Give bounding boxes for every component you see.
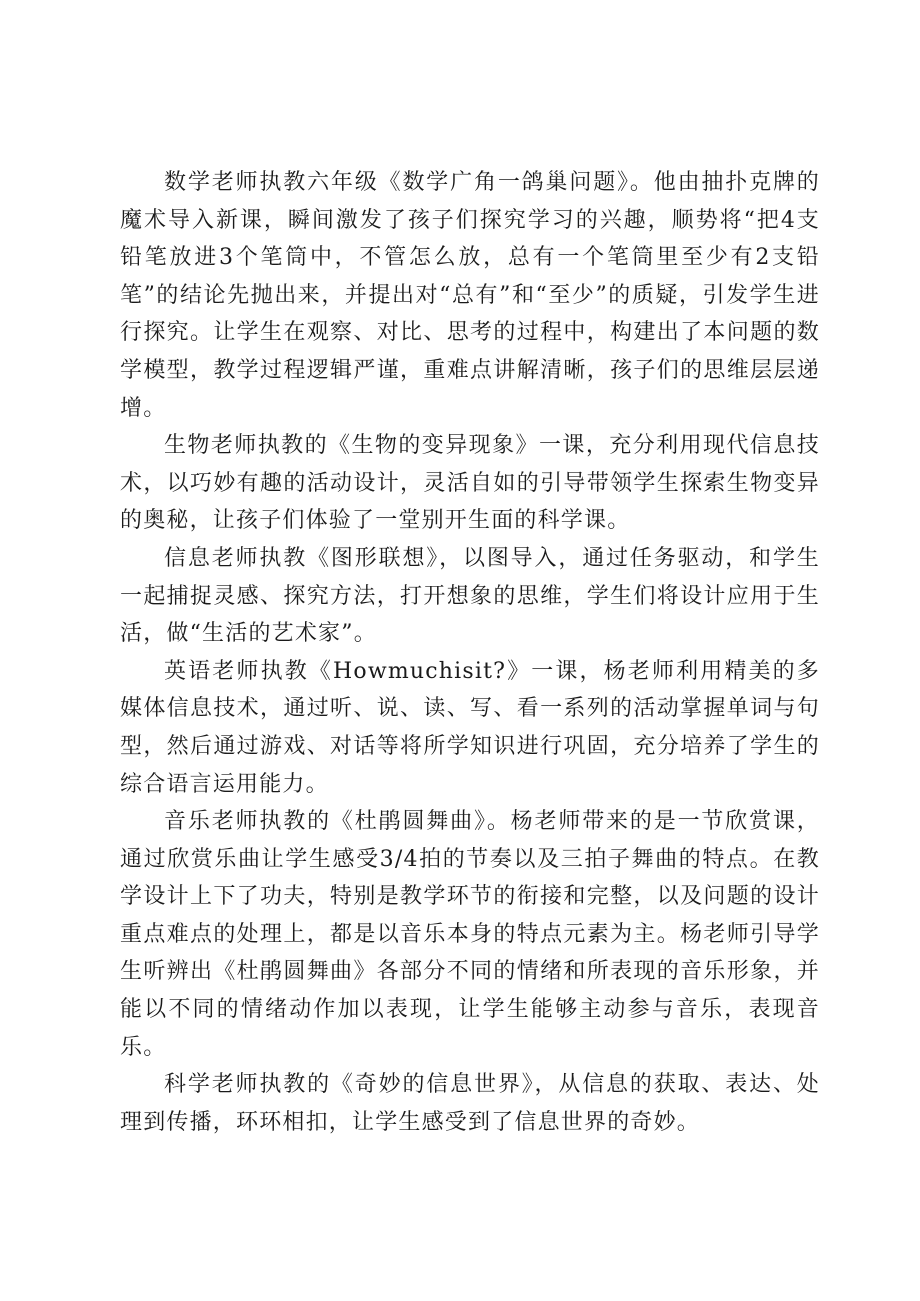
paragraph-music-lesson: 音乐老师执教的《杜鹃圆舞曲》。杨老师带来的是一节欣赏课，通过欣赏乐曲让学生感受3/4拍的节奏以及三拍子舞曲的特点。在教学设计上下了功夫，特别是教学环节的衔接和完整，以及问题的设计重点难点的处理上，都是以音乐本身的特点元素为主。杨老师引导学生听辨出《杜鹃圆舞曲》各部分不同的情绪和所表现的音乐形象，并能以不同的情绪动作加以表现，让学生能够主动参与音乐，表现音乐。	[120, 809, 820, 1060]
paragraph-information-lesson: 信息老师执教《图形联想》，以图导入，通过任务驱动，和学生一起捕捉灵感、探究方法，打开想象的思维，学生们将设计应用于生活，做“生活的艺术家”。	[120, 545, 820, 647]
document-body	[120, 164, 820, 1141]
paragraph-english-lesson: 英语老师执教《Howmuchisit?》一课，杨老师利用精美的多媒体信息技术，通过听、说、读、写、看一系列的活动掌握单词与句型，然后通过游戏、对话等将所学知识进行巩固，充分培养了学生的综合语言运用能力。	[120, 658, 820, 797]
paragraph-biology-lesson: 生物老师执教的《生物的变异现象》一课，充分利用现代信息技术，以巧妙有趣的活动设计，灵活自如的引导带领学生探索生物变异的奥秘，让孩子们体验了一堂别开生面的科学课。	[120, 433, 820, 534]
paragraph-math-lesson: 数学老师执教六年级《数学广角一鸽巢问题》。他由抽扑克牌的魔术导入新课，瞬间激发了孩子们探究学习的兴趣，顺势将“把4支铅笔放进3个笔筒中，不管怎么放，总有一个笔筒里至少有2支铅笔”的结论先抛出来，并提出对“总有”和“至少”的质疑，引发学生进行探究。让学生在观察、对比、思考的过程中，构建出了本问题的数学模型，教学过程逻辑严谨，重难点讲解清晰，孩子们的思维层层递增。	[120, 170, 820, 421]
paragraph-science-lesson: 科学老师执教的《奇妙的信息世界》，从信息的获取、表达、处理到传播，环环相扣，让学生感受到了信息世界的奇妙。	[120, 1072, 820, 1135]
